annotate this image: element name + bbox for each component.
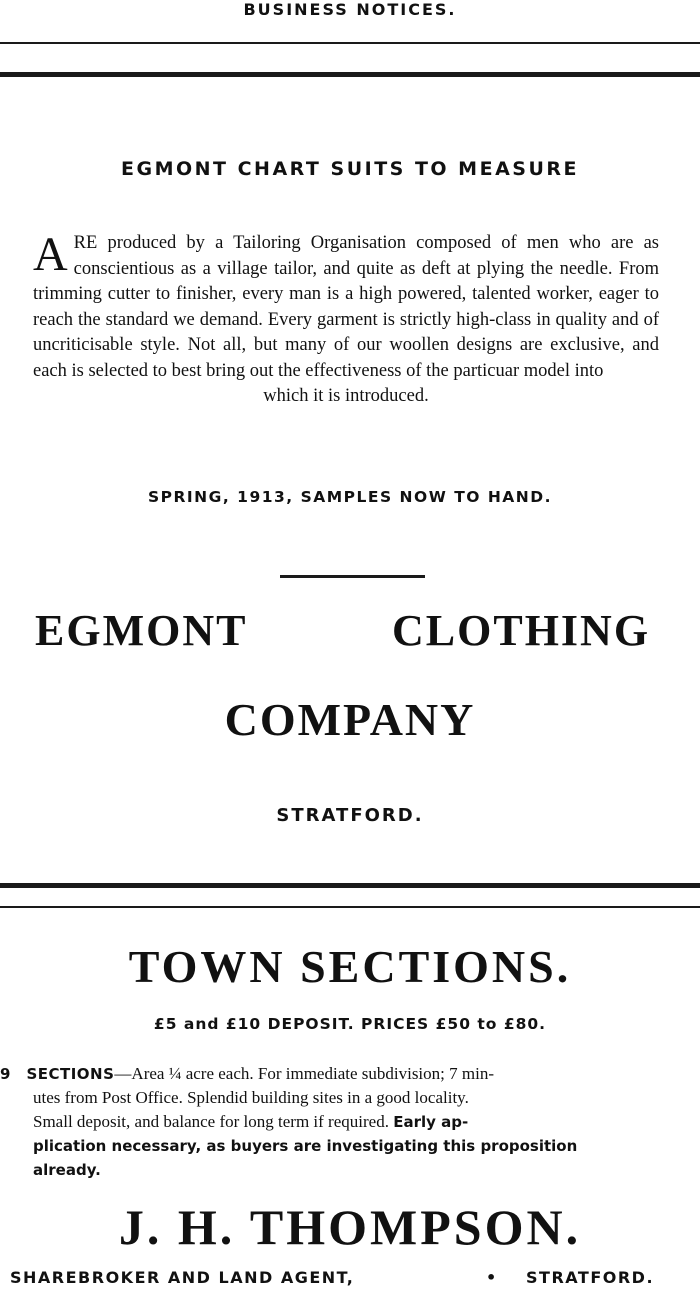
section-count: 9 bbox=[0, 1065, 11, 1083]
deposit-prices-line: £5 and £10 DEPOSIT. PRICES £50 to £80. bbox=[153, 1015, 547, 1033]
header-rule-thin bbox=[0, 42, 700, 44]
company-name-word-1: EGMONT bbox=[35, 606, 248, 655]
egmont-ad-body-last-line: which it is introduced. bbox=[263, 386, 429, 406]
body-line-1 bbox=[0, 1062, 692, 1086]
agent-name: J. H. THOMPSON. bbox=[118, 1199, 582, 1255]
section-rule-thin bbox=[0, 906, 700, 908]
body-line-2: utes from Post Office. Splendid building sites in a good locality. bbox=[33, 1088, 469, 1107]
body-line-3 bbox=[0, 1110, 692, 1134]
company-name-word-2: CLOTHING bbox=[392, 606, 651, 655]
egmont-ad-body-text: RE produced by a Tailoring Organisation composed of men who are as conscientious as a village tailor, and quite as deft at plying the needle. From trimming cutter to finisher, every man is a high powered, talented worker, eager to reach the standard we demand. Every garment is strictly high-class in quality and of uncriticisable style. Not all, but many of our woollen designs are exclusive, and each is selected to best bring out the effectiveness of the particuar model into bbox=[33, 233, 659, 381]
body-line-3-text: Small deposit, and balance for long term if required. bbox=[33, 1112, 389, 1131]
company-location: STRATFORD. bbox=[276, 805, 424, 826]
header-rule-thick bbox=[0, 72, 700, 77]
company-name-word-3: COMPANY bbox=[224, 694, 476, 745]
agent-title: SHAREBROKER AND LAND AGENT, bbox=[10, 1268, 355, 1287]
body-line-1-text: —Area ¼ acre each. For immediate subdivision; 7 min- bbox=[114, 1064, 494, 1083]
short-divider bbox=[280, 575, 425, 578]
town-sections-title: TOWN SECTIONS. bbox=[128, 941, 572, 992]
egmont-ad-heading: EGMONT CHART SUITS TO MEASURE bbox=[121, 158, 579, 180]
samples-notice: SPRING, 1913, SAMPLES NOW TO HAND. bbox=[147, 488, 553, 506]
section-header: BUSINESS NOTICES. bbox=[243, 0, 457, 19]
body-line-4: plication necessary, as buyers are investigating this proposition bbox=[33, 1137, 578, 1155]
body-line-5: already. bbox=[33, 1161, 101, 1179]
agent-location: STRATFORD. bbox=[526, 1268, 655, 1287]
town-sections-body bbox=[0, 1062, 692, 1182]
agent-separator: • bbox=[486, 1268, 497, 1287]
egmont-ad-body bbox=[33, 228, 659, 410]
drop-cap: A bbox=[33, 228, 68, 281]
sections-lead: SECTIONS bbox=[26, 1065, 115, 1083]
section-rule-thick bbox=[0, 883, 700, 888]
body-line-3-bold: Early ap- bbox=[393, 1113, 469, 1131]
